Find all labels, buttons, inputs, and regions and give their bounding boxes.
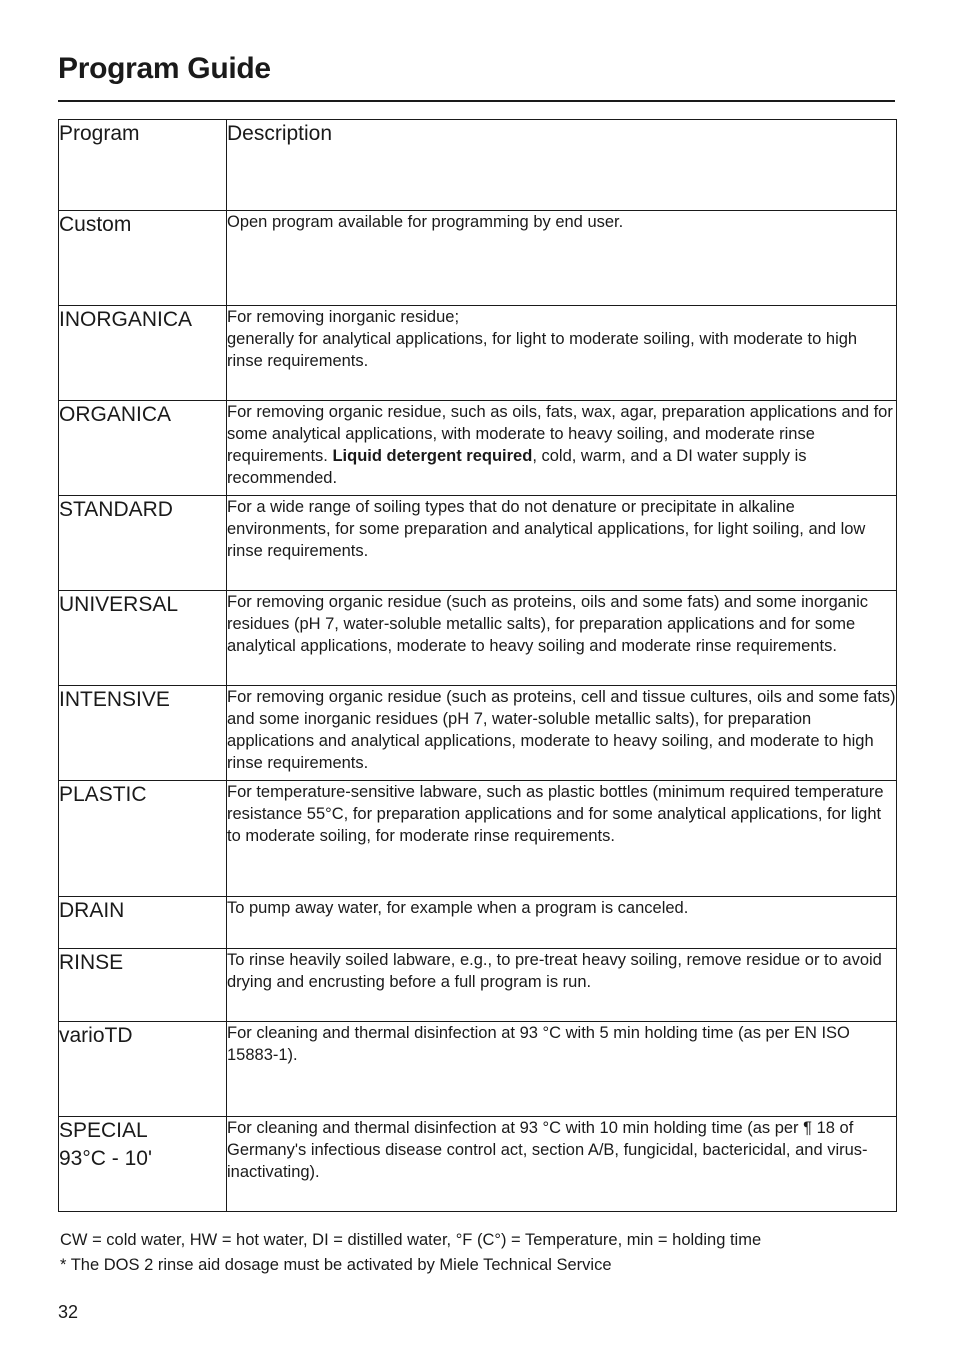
footnote-abbreviations: CW = cold water, HW = hot water, DI = distilled water, °F (C°) = Temperature, min = holding time: [60, 1231, 762, 1249]
table-row: [59, 496, 897, 591]
program-description: [227, 306, 897, 401]
program-description: For removing organic residue (such as proteins, oils and some fats) and some inorganic residues (pH 7, water-soluble metallic salts), for preparation applications and for some analytical applications, moderate to heavy soiling and moderate rinse requirements.: [227, 591, 897, 686]
table-row: [59, 1022, 897, 1117]
description-line: generally for analytical applications, for light to moderate soiling, with moderate to high rinse requirements.: [227, 330, 858, 370]
program-name: Custom: [59, 211, 227, 306]
program-description: For cleaning and thermal disinfection at 93 °C with 10 min holding time (as per ¶ 18 of Germany's infectious disease control act, section A/B, fungicidal, bactericidal, and virus-inactivating).: [227, 1117, 897, 1212]
table-row: [59, 306, 897, 401]
program-column-header: Program: [59, 120, 227, 211]
program-name: STANDARD: [59, 496, 227, 591]
program-name: DRAIN: [59, 897, 227, 949]
program-description: To rinse heavily soiled labware, e.g., to pre-treat heavy soiling, remove residue or to avoid drying and encrusting before a full program is run.: [227, 949, 897, 1022]
program-description: [227, 401, 897, 496]
program-name: PLASTIC: [59, 781, 227, 897]
page-title: Program Guide: [58, 52, 271, 85]
program-name: INORGANICA: [59, 306, 227, 401]
table-row: [59, 401, 897, 496]
program-name: [59, 1117, 227, 1212]
program-description: For removing organic residue (such as proteins, cell and tissue cultures, oils and some fats) and some inorganic residues (pH 7, water-soluble metallic salts), for preparation applications and analytical applications, moderate to heavy soiling, and moderate to high rinse requirements.: [227, 686, 897, 781]
description-emphasis: Liquid detergent required: [332, 447, 533, 465]
description-text: For removing organic residue, such as oils, fats, wax, agar, preparation applications and for some analytical applications, with moderate to heavy soiling, and moderate rinse requirements.: [227, 403, 893, 465]
description-line: For removing inorganic residue;: [227, 308, 460, 326]
program-name: INTENSIVE: [59, 686, 227, 781]
table-row: [59, 686, 897, 781]
program-description: Open program available for programming by end user.: [227, 211, 897, 306]
program-name-line: 93°C - 10': [59, 1147, 152, 1170]
program-description: For a wide range of soiling types that do not denature or precipitate in alkaline environments, for some preparation and analytical applications, for light soiling, and low rinse requirements.: [227, 496, 897, 591]
description-column-header: Description: [227, 120, 897, 211]
footnotes: [60, 1228, 761, 1278]
program-description: For cleaning and thermal disinfection at 93 °C with 5 min holding time (as per EN ISO 15883-1).: [227, 1022, 897, 1117]
program-description: For temperature-sensitive labware, such as plastic bottles (minimum required temperature resistance 55°C, for preparation applications and for some analytical applications, for light to moderate soiling, for moderate rinse requirements.: [227, 781, 897, 897]
table-row: [59, 949, 897, 1022]
table-row: [59, 781, 897, 897]
program-guide-table: [58, 119, 897, 1212]
title-divider: [58, 100, 895, 102]
table-header-row: [59, 120, 897, 211]
table-row: [59, 1117, 897, 1212]
table-row: [59, 591, 897, 686]
page-number: 32: [58, 1302, 79, 1322]
program-name-line: SPECIAL: [59, 1119, 148, 1142]
footnote-dos2: * The DOS 2 rinse aid dosage must be activated by Miele Technical Service: [60, 1256, 612, 1274]
program-description: To pump away water, for example when a program is canceled.: [227, 897, 897, 949]
program-name: ORGANICA: [59, 401, 227, 496]
table-row: [59, 897, 897, 949]
description-text: , cold, warm, and a DI water supply is recommended.: [227, 447, 807, 487]
program-name: RINSE: [59, 949, 227, 1022]
program-name: UNIVERSAL: [59, 591, 227, 686]
table-row: [59, 211, 897, 306]
program-name: varioTD: [59, 1022, 227, 1117]
